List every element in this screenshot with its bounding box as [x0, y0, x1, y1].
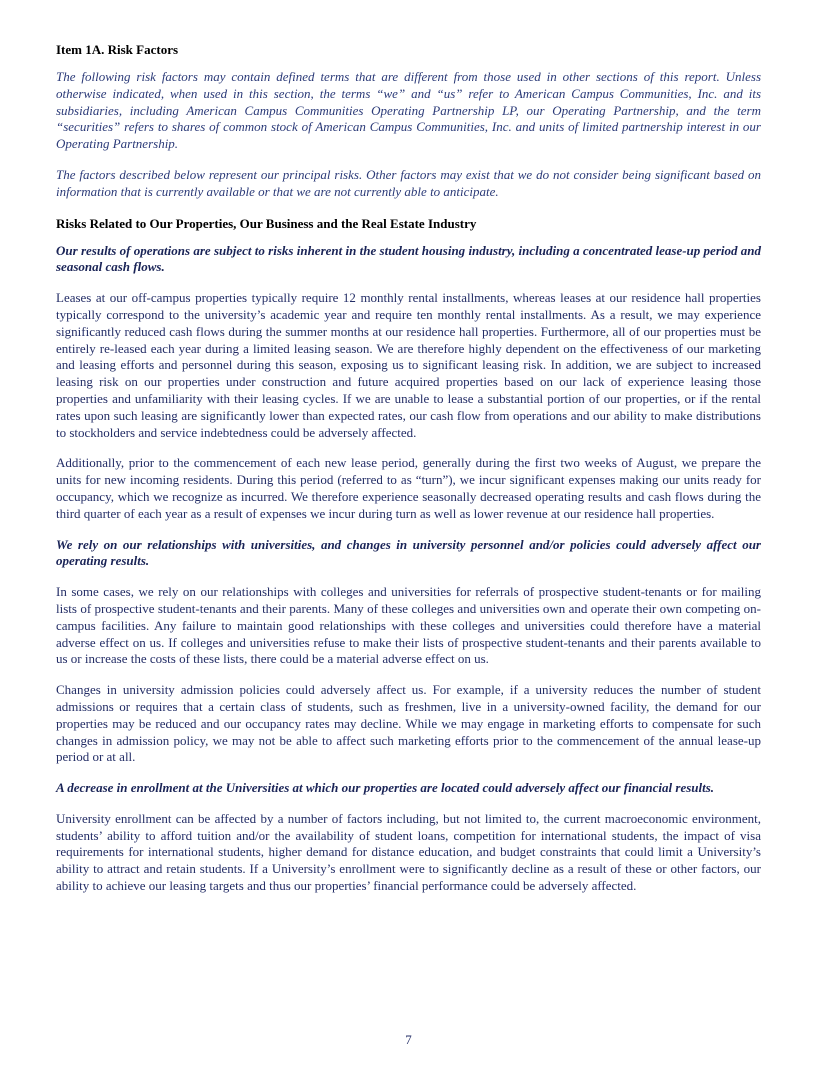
risk-heading: We rely on our relationships with universities, and changes in university personnel and/or policies could adversely affect our operating results. [56, 536, 761, 569]
risk-heading: A decrease in enrollment at the Universities at which our properties are located could adversely affect our financial results. [56, 780, 715, 796]
body-paragraph: Additionally, prior to the commencement of each new lease period, generally during the first two weeks of August, we prepare the units for new incoming residents. During this period (referred to as “turn”), we incur significant expenses making our units ready for occupancy, which we recognize as incurred. We therefore experience seasonally decreased operating results and cash flows during the third quarter of each year as a result of expenses we incur during turn as well as lower revenue at our residence hall properties. [56, 455, 761, 521]
risk-factor [56, 780, 761, 895]
body-paragraph: Changes in university admission policies could adversely affect us. For example, if a university reduces the number of student admissions or requires that a certain class of students, such as freshmen, live in a university-owned facility, the demand for our properties may be reduced and our occupancy rates may decline. While we may engage in marketing efforts to compensate for such changes in admission policy, we may not be able to affect such marketing efforts prior to the commencement of the annual lease-up period or at all. [56, 682, 761, 765]
page-number: 7 [405, 1032, 412, 1047]
risk-heading: Our results of operations are subject to risks inherent in the student housing industry, including a concentrated lease-up period and seasonal cash flows. [56, 242, 761, 275]
body-paragraph: University enrollment can be affected by a number of factors including, but not limited to, the current macroeconomic environment, students’ ability to afford tuition and/or the availability of student loans, competition for international students, the impact of visa requirements for international students, higher demand for distance education, and budget constraints that could limit a University’s ability to attract and retain students. If a University’s enrollment were to significantly decline as a result of these or other factors, our ability to achieve our leasing targets and thus our properties’ financial performance could be adversely affected. [56, 810, 761, 894]
risk-factor [56, 243, 761, 523]
body-paragraph: In some cases, we rely on our relationships with colleges and universities for referrals of prospective student-tenants or for mailing lists of prospective student-tenants and their parents. Many of these colleges and universities own and operate their own competing on-campus facilities. Any failure to maintain good relationships with these colleges and universities could therefore have a material adverse effect on us. If colleges and universities refuse to make their lists of prospective student-tenants and their parents available to us or increase the costs of these lists, there could be a material adverse effect on us. [56, 584, 761, 667]
body-paragraph: Leases at our off-campus properties typically require 12 monthly rental installments, whereas leases at our residence hall properties typically correspond to the university’s academic year and require ten monthly rental installments. As a result, we may experience significantly reduced cash flows during the summer months at our residence hall properties. Furthermore, all of our properties must be entirely re-leased each year during a limited leasing season. We are therefore highly dependent on the effectiveness of our marketing and leasing efforts and personnel during this season, exposing us to significant leasing risk. In addition, we are subject to increased leasing risk on our properties under construction and future acquired properties based on our lack of experience leasing those properties and unfamiliarity with their leasing cycles. If we are unable to lease a substantial portion of our properties, or if the rental rates upon such leasing are significantly lower than expected rates, our cash flow from operations and our ability to make distributions to stockholders and service indebtedness could be adversely affected. [56, 290, 761, 440]
item-heading: Item 1A. Risk Factors [56, 42, 179, 57]
risk-factor [56, 537, 761, 767]
intro-paragraph: The following risk factors may contain defined terms that are different from those used in other sections of this report. Unless otherwise indicated, when used in this section, the terms “we” and “us” refer to American Campus Communities, Inc. and its subsidiaries, including American Campus Communities Operating Partnership LP, our Operating Partnership, and the term “securities” refers to shares of common stock of American Campus Communities, Inc. and units of limited partnership interest in our Operating Partnership. [56, 69, 761, 152]
section-heading: Risks Related to Our Properties, Our Business and the Real Estate Industry [56, 215, 477, 231]
intro-paragraph: The factors described below represent our principal risks. Other factors may exist that we do not consider being significant based on information that is currently available or that we are not currently able to anticipate. [56, 166, 761, 199]
document-page [56, 41, 761, 909]
